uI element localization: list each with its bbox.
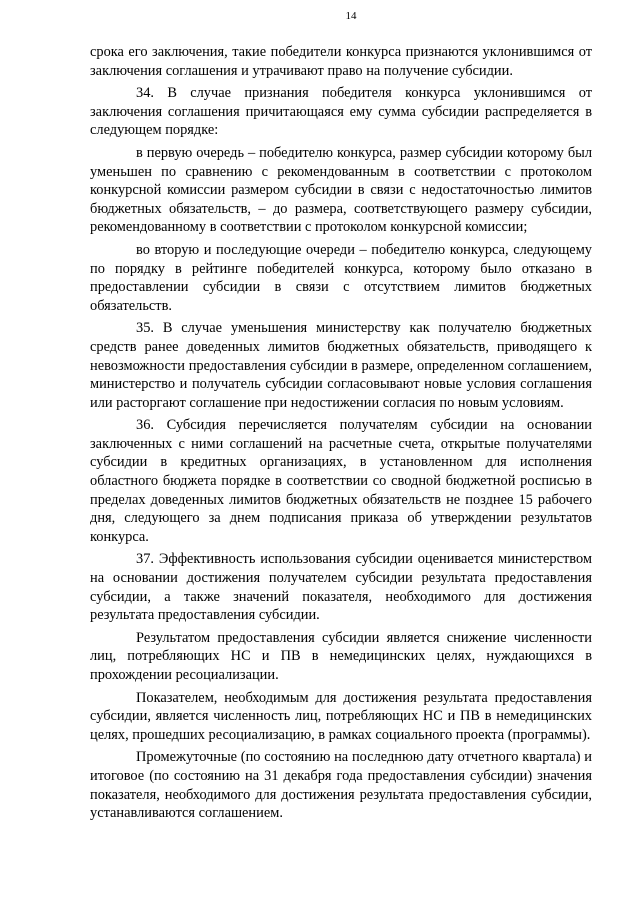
paragraph-37-indicator: Показателем, необходимым для достижения результата предоставления субсидии, является численность лиц, потребляющих НС и ПВ в немедицинских целях, прошедших ресоциализацию, в рамках социального проекта (программы). <box>90 689 592 743</box>
paragraph-34-first-order: в первую очередь – победителю конкурса, размер субсидии которому был уменьшен по сравнению с рекомендованным в соответствии с протоколом конкурсной комиссии размером субсидии в связи с недостаточностью лимитов бюджетных обязательств, – до размера, соответствующего размеру субсидии, рекомендованному в соответствии с протоколом конкурсной комиссии; <box>90 144 592 236</box>
paragraph-36: 36. Субсидия перечисляется получателям субсидии на основании заключенных с ними соглашений на расчетные счета, открытые получателями субсидии в кредитных организациях, в установленном для исполнения областного бюджета порядке в соответствии со сводной бюджетной росписью в пределах доведенных лимитов бюджетных обязательств не позднее 15 рабочего дня, следующего за днем подписания приказа об утверждении результатов конкурса. <box>90 417 592 545</box>
page-number: 14 <box>345 10 357 22</box>
paragraph-35: 35. В случае уменьшения министерству как получателю бюджетных средств ранее доведенных лимитов бюджетных обязательств, приводящего к невозможности предоставления субсидии в размере, определенном соглашением, министерство и получатель субсидии согласовывают новые условия соглашения или расторгают соглашение при недостижении согласия по новым условиям. <box>90 320 592 411</box>
paragraph-37-interim-values: Промежуточные (по состоянию на последнюю дату отчетного квартала) и итоговое (по состоянию на 31 декабря года предоставления субсидии) значения показателя, необходимого для достижения результата предоставления субсидии, устанавливаются соглашением. <box>90 749 592 822</box>
paragraph-34-second-order: во вторую и последующие очереди – победителю конкурса, следующему по порядку в рейтинге победителей конкурса, которому было отказано в предоставлении субсидии в связи с отсутствием лимитов бюджетных обязательств. <box>90 241 592 314</box>
paragraph-37: 37. Эффективность использования субсидии оценивается министерством на основании достижения получателем субсидии результата предоставления субсидии, а также значений показателя, необходимого для достижения результата предоставления субсидии. <box>90 551 592 624</box>
paragraph-37-result: Результатом предоставления субсидии является снижение численности лиц, потребляющих НС и ПВ в немедицинских целях, нуждающихся в прохождении ресоциализации. <box>90 629 592 683</box>
paragraph-continuation: срока его заключения, такие победители конкурса признаются уклонившимся от заключения соглашения и утрачивают право на получение субсидии. <box>90 44 592 79</box>
paragraph-34: 34. В случае признания победителя конкурса уклонившимся от заключения соглашения причитающаяся ему сумма субсидии распределяется в следующем порядке: <box>90 85 592 139</box>
